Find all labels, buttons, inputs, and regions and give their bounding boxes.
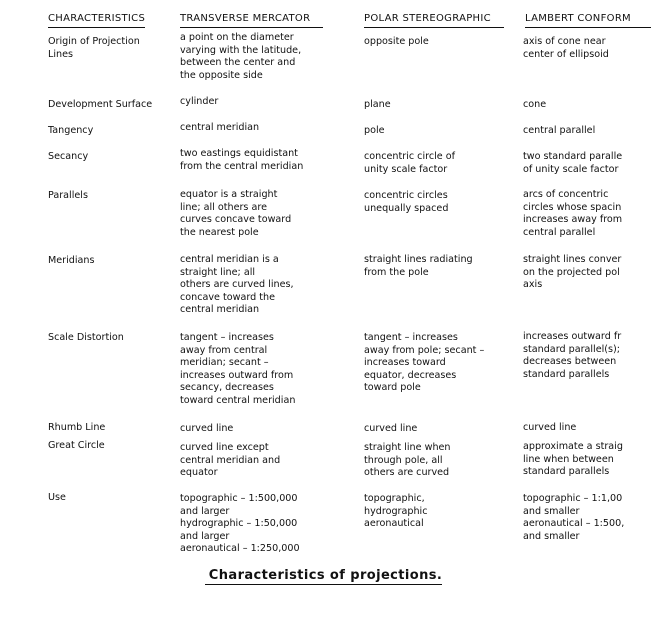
row-label-scale-distortion: Scale Distortion — [48, 332, 124, 343]
row-label-use: Use — [48, 492, 66, 503]
cell-tm-scale-distortion: tangent – increases away from central meridian; secant – increases outward from secancy, decreases toward central meridian — [180, 332, 296, 406]
row-label-meridians: Meridians — [48, 255, 95, 266]
caption-text: Characteristics of projections. — [205, 568, 442, 585]
cell-tm-parallels: equator is a straight line; all others are curves concave toward the nearest pole — [180, 189, 292, 238]
cell-tm-tangency: central meridian — [180, 122, 260, 133]
cell-tm-great-circle: curved line except central meridian and equator — [180, 442, 281, 479]
cell-ps-origin: opposite pole — [364, 36, 429, 47]
row-label-origin: Origin of Projection Lines — [48, 36, 140, 60]
header-characteristics: CHARACTERISTICS — [48, 13, 145, 28]
cell-ps-great-circle: straight line when through pole, all others are curved — [364, 442, 451, 479]
cell-ps-rhumb-line: curved line — [364, 423, 418, 434]
cell-lc-rhumb-line: curved line — [523, 422, 577, 433]
cell-lc-parallels: arcs of concentric circles whose spacin increases away from central parallel — [523, 189, 623, 238]
figure-caption — [0, 568, 651, 583]
cell-ps-parallels: concentric circles unequally spaced — [364, 190, 449, 214]
cell-lc-scale-distortion: increases outward fr standard parallel(s); decreases between standard parallels — [523, 331, 622, 380]
row-label-rhumb-line: Rhumb Line — [48, 422, 106, 433]
cell-tm-use: topographic – 1:500,000 and larger hydrographic – 1:50,000 and larger aeronautical – 1:250,000 — [180, 493, 300, 555]
cell-ps-meridians: straight lines radiating from the pole — [364, 254, 473, 278]
header-lambert-conformal: LAMBERT CONFORM — [525, 13, 651, 28]
cell-tm-development-surface: cylinder — [180, 96, 219, 107]
cell-lc-development-surface: cone — [523, 99, 547, 110]
cell-tm-origin: a point on the diameter varying with the latitude, between the center and the opposite side — [180, 32, 302, 81]
cell-tm-secancy: two eastings equidistant from the central meridian — [180, 148, 304, 172]
row-label-development-surface: Development Surface — [48, 99, 153, 110]
cell-lc-secancy: two standard paralle of unity scale factor — [523, 151, 623, 175]
cell-ps-use: topographic, hydrographic aeronautical — [364, 493, 428, 530]
row-label-parallels: Parallels — [48, 190, 88, 201]
row-label-secancy: Secancy — [48, 151, 89, 162]
cell-lc-great-circle: approximate a straig line when between standard parallels — [523, 441, 623, 478]
header-transverse-mercator: TRANSVERSE MERCATOR — [180, 13, 323, 28]
cell-lc-tangency: central parallel — [523, 125, 596, 136]
cell-ps-secancy: concentric circle of unity scale factor — [364, 151, 455, 175]
cell-lc-use: topographic – 1:1,00 and smaller aeronautical – 1:500, and smaller — [523, 493, 625, 542]
cell-ps-tangency: pole — [364, 125, 385, 136]
row-label-great-circle: Great Circle — [48, 440, 105, 451]
row-label-tangency: Tangency — [48, 125, 94, 136]
cell-lc-origin: axis of cone near center of ellipsoid — [523, 36, 609, 60]
cell-tm-meridians: central meridian is a straight line; all others are curved lines, concave toward the central meridian — [180, 254, 294, 316]
header-polar-stereographic: POLAR STEREOGRAPHIC — [364, 13, 504, 28]
cell-ps-development-surface: plane — [364, 99, 391, 110]
cell-tm-rhumb-line: curved line — [180, 423, 234, 434]
cell-ps-scale-distortion: tangent – increases away from pole; secant – increases toward equator, decreases toward pole — [364, 332, 485, 394]
cell-lc-meridians: straight lines conver on the projected pol axis — [523, 254, 622, 291]
